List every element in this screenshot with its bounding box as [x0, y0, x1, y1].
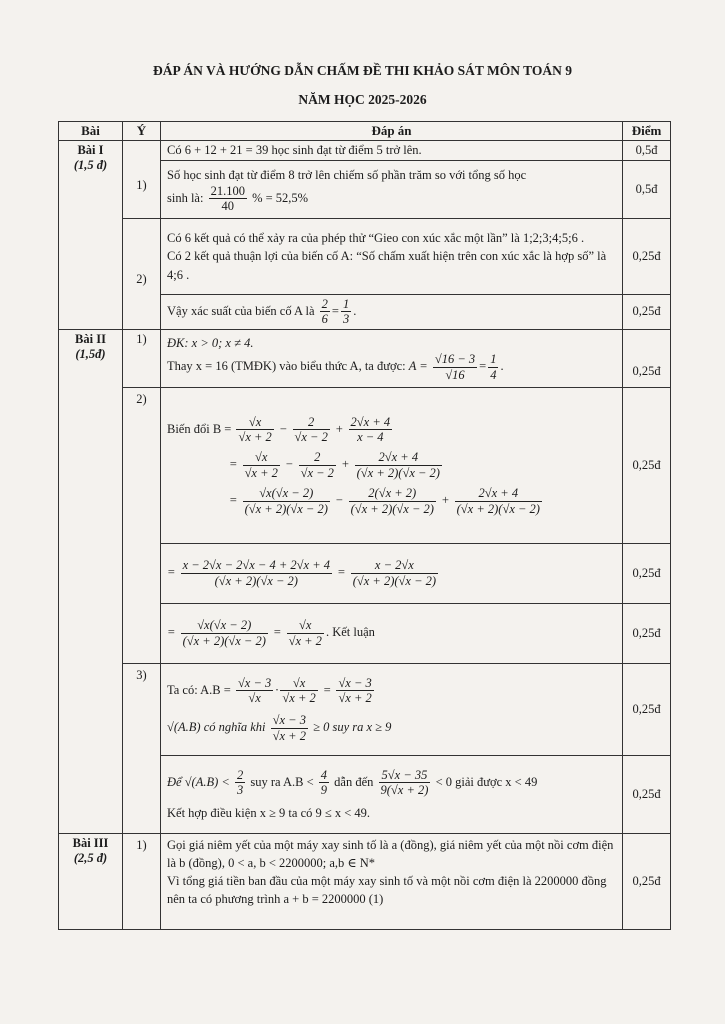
fraction — [355, 450, 442, 480]
y-1-1: 1) — [123, 141, 161, 219]
table-row — [59, 833, 671, 929]
answer-cell: ĐK: x > 0; x ≠ 4. Thay x = 16 (TMĐK) vào biểu thức A, ta được: A = $\frac{√16 - 3}{√16}$ = $\frac{1}{4}$ . — [161, 329, 623, 387]
fraction — [271, 713, 308, 743]
answer-text: sinh là: — [167, 190, 204, 205]
y-2-3: 3) — [123, 663, 161, 833]
points-cell: 0,25đ — [623, 295, 671, 330]
numerator: 2 — [293, 415, 330, 430]
equals-sign: = — [322, 682, 332, 697]
answer-cell — [161, 833, 623, 929]
table-header-row — [59, 122, 671, 141]
numerator: √x − 3 — [237, 675, 272, 690]
answer-cell — [161, 543, 623, 603]
header-bai: Bài — [59, 122, 123, 141]
points-cell: 0,25đ — [623, 755, 671, 833]
numerator: 1 — [342, 297, 350, 311]
document-title: ĐÁP ÁN VÀ HƯỚNG DẪN CHẤM ĐỀ THI KHẢO SÁT MÔN TOÁN 9 — [152, 63, 573, 78]
points-cell: 0,25đ — [623, 387, 671, 543]
numerator: 2 — [299, 450, 336, 465]
operator: − — [285, 457, 294, 472]
fraction — [336, 676, 373, 706]
answer-cell — [161, 161, 623, 219]
fraction — [351, 558, 438, 588]
header-diem: Điểm — [623, 122, 671, 141]
equals-sign: = — [167, 625, 176, 640]
numerator: √x — [236, 415, 273, 430]
answer-text: Có 2 kết quả thuận lợi của biến cố A: “Số chấm xuất hiện trên con xúc xắc là hợp số” là 4;6 . — [167, 249, 607, 282]
numerator: 2√x + 4 — [350, 414, 391, 429]
table-row — [59, 387, 671, 543]
math-text: A = — [408, 359, 428, 374]
answer-text: < 0 giải được x < 49 — [435, 774, 538, 789]
fraction — [293, 415, 330, 445]
denominator: 3 — [236, 783, 244, 798]
operator: + — [441, 492, 450, 507]
numerator: x − 2√x — [351, 558, 438, 573]
fraction — [349, 486, 436, 516]
numerator: √x(√x − 2) — [243, 486, 330, 501]
header-y: Ý — [123, 122, 161, 141]
answer-text: Biến đổi B = — [167, 421, 232, 436]
denominator: √x + 2 — [282, 690, 316, 705]
answer-text: % = 52,5% — [252, 190, 309, 205]
fraction — [349, 415, 393, 445]
denominator: x − 4 — [357, 430, 384, 444]
numerator: 1 — [490, 352, 497, 367]
bai-1-cell — [59, 141, 123, 330]
numerator: √16 − 3 — [434, 352, 476, 367]
fraction — [243, 486, 330, 516]
numerator: √x — [243, 450, 280, 465]
operator: · — [275, 682, 279, 697]
denominator: √x + 2 — [288, 633, 322, 648]
bai-3-points: (2,5 đ) — [73, 850, 108, 865]
denominator: √x + 2 — [244, 465, 278, 480]
fraction — [181, 558, 332, 588]
answer-cell — [161, 755, 623, 833]
numerator: 21.100 — [210, 183, 245, 198]
answer-cell — [161, 219, 623, 295]
fraction — [280, 676, 317, 706]
answer-text: ĐK: x > 0; x ≠ 4. — [167, 336, 254, 351]
points-cell: 0,25đ — [623, 329, 671, 387]
bai-3-name: Bài III — [72, 835, 109, 850]
answer-text: Số học sinh đạt từ điểm 8 trở lên chiếm số phần trăm so với tổng số học — [167, 167, 527, 182]
denominator: (√x + 2)(√x − 2) — [182, 633, 266, 648]
answer-text: suy ra A.B < — [247, 774, 314, 789]
answer-text: Ta có: A.B = — [167, 682, 231, 697]
denominator: 40 — [221, 199, 235, 214]
denominator: √x + 2 — [338, 690, 372, 705]
numerator: 2 — [236, 767, 244, 782]
y-1-2: 2) — [123, 219, 161, 330]
answer-text: Kết hợp điều kiện x ≥ 9 ta có 9 ≤ x < 49. — [167, 805, 371, 820]
fraction — [235, 768, 245, 798]
denominator: 6 — [321, 312, 328, 327]
y-3-1: 1) — [123, 833, 161, 929]
table-row — [59, 141, 671, 161]
points-cell: 0,25đ — [623, 603, 671, 663]
bai-2-name: Bài II — [75, 331, 106, 346]
denominator: (√x + 2)(√x − 2) — [456, 501, 540, 516]
bai-2-cell — [59, 329, 123, 833]
denominator: (√x + 2)(√x − 2) — [350, 501, 434, 516]
fraction — [209, 184, 247, 214]
answer-cell: Có 6 + 12 + 21 = 39 học sinh đạt từ điểm 5 trở lên. — [161, 141, 623, 161]
answer-table — [58, 121, 671, 930]
fraction — [299, 450, 336, 480]
answer-text: √(A.B) có nghĩa khi — [167, 720, 266, 734]
numerator: √x — [280, 676, 317, 691]
bai-1-points: (1,5 đ) — [73, 158, 108, 172]
denominator: (√x + 2)(√x − 2) — [352, 573, 437, 588]
numerator: 5√x − 35 — [379, 768, 431, 783]
equals-sign: = — [337, 565, 346, 580]
numerator: 2√x + 4 — [455, 486, 542, 501]
points-cell: 0,25đ — [623, 219, 671, 295]
numerator: √x(√x − 2) — [181, 618, 268, 633]
table-row — [59, 219, 671, 295]
equals-sign: = — [331, 303, 339, 318]
denominator: (√x + 2)(√x − 2) — [356, 465, 440, 480]
denominator: √x − 2 — [300, 465, 334, 480]
bai-2-points: (1,5đ) — [75, 346, 106, 361]
points-cell: 0,5đ — [623, 161, 671, 219]
answer-text: Gọi giá niêm yết của một máy xay sinh tố là a (đồng), giá niêm yết của một nồi cơm điện là b (đồng), 0 < a, b < 2200000; a,b ∈ N* — [167, 837, 614, 870]
denominator: √x − 2 — [294, 430, 328, 444]
numerator: 2√x + 4 — [355, 450, 442, 465]
operator: + — [341, 457, 350, 472]
denominator: √x — [248, 690, 261, 705]
equals-sign: = — [229, 457, 238, 472]
answer-text: Có 6 kết quả có thể xảy ra của phép thử “Gieo con xúc xắc một lần” là 1;2;3;4;5;6 . — [167, 231, 585, 246]
denominator: √16 — [445, 367, 465, 382]
points-cell: 0,5đ — [623, 141, 671, 161]
denominator: 9(√x + 2) — [380, 783, 429, 798]
bai-1-name: Bài I — [77, 143, 104, 157]
answer-text: ≥ 0 suy ra x ≥ 9 — [313, 720, 392, 734]
table-row — [59, 329, 671, 387]
numerator: x − 2√x − 2√x − 4 + 2√x + 4 — [182, 558, 331, 573]
fraction — [455, 486, 542, 516]
equals-sign: = — [229, 492, 238, 507]
operator: + — [334, 421, 344, 436]
answer-text: Để √(A.B) < — [167, 774, 230, 789]
operator: − — [335, 492, 344, 507]
denominator: 3 — [342, 312, 350, 327]
fraction — [488, 352, 498, 382]
points-cell: 0,25đ — [623, 833, 671, 929]
y-2-1: 1) — [123, 329, 161, 387]
fraction — [236, 676, 273, 706]
numerator: √x — [287, 618, 324, 633]
numerator: 4 — [320, 767, 328, 782]
equals-sign: = — [273, 625, 282, 640]
answer-text: Thay x = 16 (TMĐK) vào biểu thức A, ta được: — [167, 359, 406, 374]
answer-cell — [161, 387, 623, 543]
numerator: √x − 3 — [338, 675, 372, 690]
header-dapan: Đáp án — [161, 122, 623, 141]
denominator: (√x + 2)(√x − 2) — [244, 501, 328, 516]
numerator: 2 — [321, 297, 328, 311]
denominator: 4 — [490, 367, 497, 382]
table-row — [59, 663, 671, 755]
points-cell: 0,25đ — [623, 663, 671, 755]
fraction — [236, 415, 273, 445]
denominator: √x + 2 — [272, 728, 306, 743]
fraction — [287, 618, 324, 648]
points-cell: 0,25đ — [623, 543, 671, 603]
y-2-2: 2) — [123, 387, 161, 663]
fraction — [319, 768, 329, 798]
equals-sign: = — [479, 359, 487, 374]
answer-cell — [161, 663, 623, 755]
operator: − — [278, 421, 288, 436]
answer-text: . Kết luận — [325, 625, 375, 640]
bai-3-cell — [59, 833, 123, 929]
fraction — [320, 297, 330, 327]
school-year: NĂM HỌC 2025-2026 — [298, 92, 427, 107]
equals-sign: = — [167, 565, 176, 580]
answer-cell — [161, 603, 623, 663]
numerator: √x − 3 — [272, 713, 306, 728]
answer-text: Vì tổng giá tiền ban đầu của một máy xay sinh tố và một nồi cơm điện là 2200000 đồng nên ta có phương trình a + b = 2200000 (1) — [167, 874, 607, 907]
fraction — [243, 450, 280, 480]
answer-text: Vậy xác suất của biến cố A là — [167, 303, 315, 318]
fraction — [341, 297, 351, 327]
fraction — [181, 618, 268, 648]
answer-cell: Vậy xác suất của biến cố A là $\frac{2}{6}$ = $\frac{1}{3}$ . — [161, 295, 623, 330]
numerator: 2(√x + 2) — [349, 486, 436, 501]
denominator: 9 — [320, 783, 328, 798]
denominator: (√x + 2)(√x − 2) — [214, 573, 298, 588]
answer-text: dẫn đến — [331, 774, 374, 789]
fraction — [433, 352, 477, 382]
denominator: √x + 2 — [238, 430, 272, 444]
fraction — [379, 768, 431, 798]
